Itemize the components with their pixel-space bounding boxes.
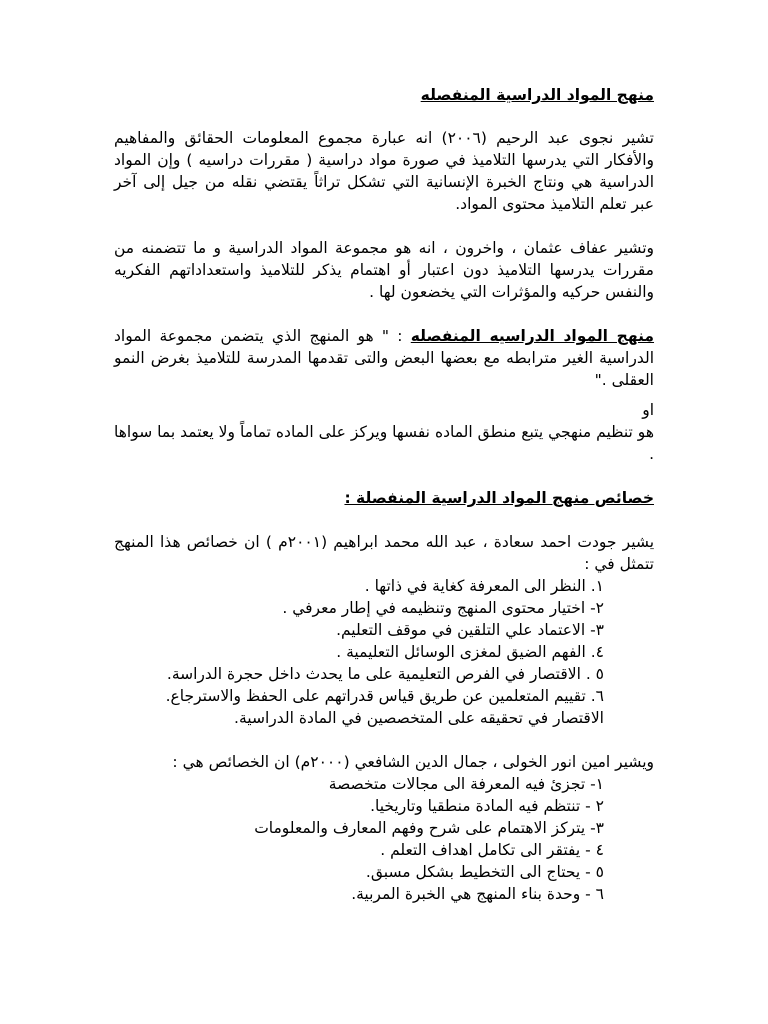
section-heading: خصائص منهج المواد الدراسية المنفصلة : bbox=[344, 489, 654, 507]
list1-item: ٤. الفهم الضيق لمغزى الوسائل التعليمية . bbox=[336, 643, 604, 661]
spacer bbox=[114, 729, 654, 751]
paragraph-definition-3 bbox=[114, 325, 654, 391]
list1-item: ٦. تقييم المتعلمين عن طريق قياس قدراتهم على الحفظ والاسترجاع. bbox=[165, 687, 604, 705]
list1 bbox=[114, 575, 654, 729]
list1-item: ٣- الاعتماد علي التلقين في موقف التعليم. bbox=[336, 621, 604, 639]
list2-item: ٣- يتركز الاهتمام على شرح وفهم المعارف والمعلومات bbox=[254, 819, 604, 837]
list2 bbox=[114, 773, 654, 905]
list2-intro: ويشير امين انور الخولى ، جمال الدين الشافعي (٢٠٠٠م) ان الخصائص هي : bbox=[172, 753, 654, 771]
list2-item: ٦ - وحدة بناء المنهج هي الخبرة المربية. bbox=[351, 885, 604, 903]
list1-item: الاقتصار في تحقيقه على المتخصصين في المادة الدراسية. bbox=[234, 709, 604, 727]
paragraph-definition-1: تشير نجوى عبد الرحيم (٢٠٠٦) انه عبارة مجموع المعلومات الحقائق والمفاهيم والأفكار التي يدرسها التلاميذ في صورة مواد دراسية ( مقررات دراسيه ) وإن المواد الدراسية هي ونتاج الخبرة الإنسانية التي تشكل تراثاً يقتضي نقله من جيل إلى آخر عبر تعلم التلاميذ محتوى المواد. bbox=[114, 129, 654, 213]
list1-item: ١. النظر الى المعرفة كغاية في ذاتها . bbox=[364, 577, 604, 595]
document-body bbox=[114, 84, 654, 905]
or-connector: او bbox=[642, 401, 654, 419]
paragraph-definition-4: هو تنظيم منهجي يتبع منطق الماده نفسها ويركز على الماده تماماً ولا يعتمد بما سواها . bbox=[114, 423, 654, 463]
paragraph-definition-2: وتشير عفاف عثمان ، واخرون ، انه هو مجموعة المواد الدراسية و ما تتضمنه من مقررات يدرسها التلاميذ دون اعتبار أو اهتمام يذكر للتلاميذ واستعداداتهم الفكريه والنفس حركيه والمؤثرات التي يخضعون لها . bbox=[114, 239, 654, 301]
list1-intro: يشير جودت احمد سعادة ، عبد الله محمد ابراهيم (٢٠٠١م ) ان خصائص هذا المنهج تتمثل في : bbox=[114, 533, 655, 573]
list2-item: ٢ - تنتظم فيه المادة منطقيا وتاريخيا. bbox=[370, 797, 604, 815]
list2-item: ٥ - يحتاج الى التخطيط بشكل مسبق. bbox=[365, 863, 604, 881]
definition-term: منهج المواد الدراسيه المنفصله bbox=[410, 327, 655, 345]
list1-item: ٢- اختيار محتوى المنهج وتنظيمه في إطار معرفي . bbox=[282, 599, 604, 617]
list2-item: ٤ - يفتقر الى تكامل اهداف التعلم . bbox=[380, 841, 604, 859]
list1-item: ٥ . الاقتصار في الفرص التعليمية على ما يحدث داخل حجرة الدراسة. bbox=[166, 665, 604, 683]
list2-item: ١- تجزئ فيه المعرفة الى مجالات متخصصة bbox=[328, 775, 604, 793]
definition-text: : " هو المنهج الذي يتضمن مجموعة المواد الدراسية الغير مترابطه مع بعضها البعض والتى تقدمها المدرسة للتلاميذ بغرض النمو العقلى ." bbox=[114, 327, 654, 389]
document-title: منهج المواد الدراسية المنفصله bbox=[420, 86, 654, 104]
